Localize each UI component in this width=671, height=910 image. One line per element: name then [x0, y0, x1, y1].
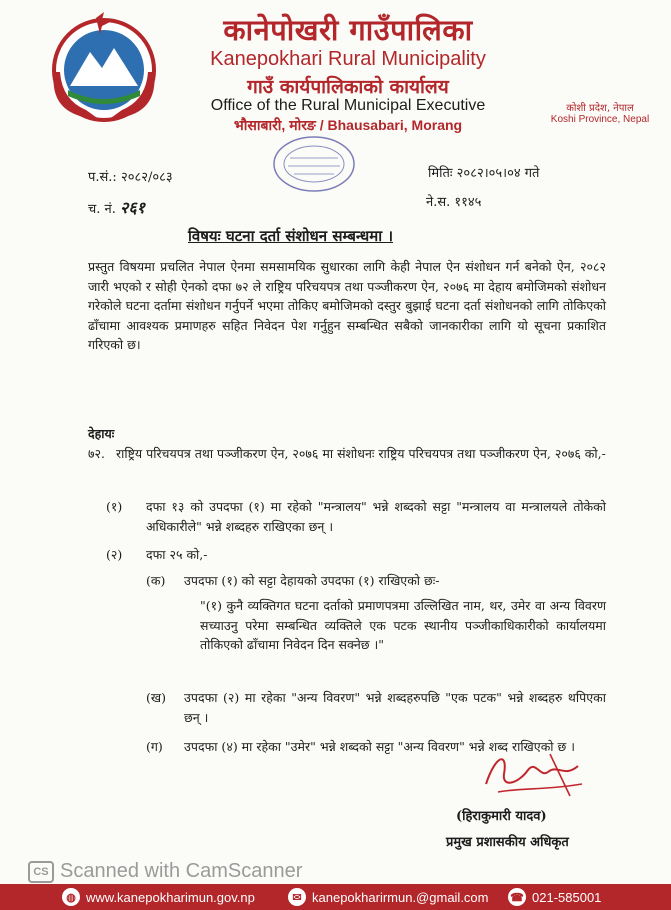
- sub-kha-text: उपदफा (२) मा रहेका "अन्य विवरण" भन्ने शब्दहरुपछि "एक पटक" भन्ने शब्दहरु थपिएका छन् ।: [184, 690, 606, 725]
- sub-ga-label: (ग): [146, 739, 163, 754]
- municipality-logo: [40, 12, 168, 124]
- item-2-text: दफा २५ को,-: [146, 547, 208, 562]
- province-en: Koshi Province, Nepal: [550, 114, 650, 125]
- footer-bar: [0, 884, 671, 910]
- sub-ka-label: (क): [146, 573, 166, 588]
- sub-kha-label: (ख): [146, 690, 166, 705]
- dehay-heading: देहायः: [88, 426, 115, 441]
- notice-body: प्रस्तुत विषयमा प्रचलित नेपाल ऐनमा समसामयिक सुधारका लागि केही नेपाल ऐन संशोधन गर्न बनेको ऐन, २०८२ जारी भएको र सोही ऐनको दफा ७२ ले राष्ट्रिय परिचयपत्र तथा पञ्जीकरण ऐन, २०७६ मा देहाय बमोजिमको संशोधन गरेकोले घटना दर्तामा संशोधन गर्नुपर्ने भएमा तोकिए बमोजिमको दस्तुर बुझाई घटना दर्ता संशोधनको लागि तोकिएको ढाँचामा आवश्यक प्रमाणहरु सहित निवेदन पेश गर्नुहुन सम्बन्धित सबैको जानकारीका लागि यो सूचना प्रकाशित गरिएको छ।: [88, 259, 606, 353]
- handwritten-signature: [478, 744, 588, 804]
- office-stamp: [270, 134, 358, 194]
- dispatch-label: च. नं.: [88, 202, 116, 217]
- item-2-label: (२): [106, 547, 123, 562]
- sub-ga-text: उपदफा (४) मा रहेका "उमेर" भन्ने शब्दको सट्टा "अन्य विवरण" भन्ने शब्द राखिएको छ ।: [184, 739, 575, 754]
- signatory-name: (हिराकुमारी यादव): [456, 809, 547, 824]
- globe-icon: ◍: [62, 888, 80, 906]
- signatory-title: प्रमुख प्रशासकीय अधिकृत: [446, 835, 569, 850]
- section-72-text: राष्ट्रिय परिचयपत्र तथा पञ्जीकरण ऐन, २०७६ मा संशोधनः राष्ट्रिय परिचयपत्र तथा पञ्जीकरण ऐन, २०७६ को,-: [116, 446, 606, 461]
- letter-date: मितिः २०८२।०५।०४ गते: [428, 166, 540, 181]
- nepal-sambat: ने.स. ११४५: [426, 195, 482, 210]
- camscanner-watermark: [28, 860, 302, 883]
- office-title-np: गाउँ कार्यपालिकाको कार्यालय: [247, 76, 449, 98]
- phone-icon: ☎: [508, 888, 526, 906]
- municipality-title-np: कानेपोखरी गाउँपालिका: [223, 13, 473, 47]
- camscanner-icon: CS: [28, 861, 54, 883]
- quoted-provision: "(१) कुनै व्यक्तिगत घटना दर्ताको प्रमाणपत्रमा उल्लिखित नाम, थर, उमेर वा अन्य विवरण सच्याउनु परेमा सम्बन्धित व्यक्तिले एक पटक स्थानीय पञ्जीकाधिकारीको कार्यालयमा तोकिएको ढाँचामा निवेदन दिन सक्नेछ ।": [200, 598, 606, 653]
- reference-ps: प.सं.: २०८२/०८३: [88, 170, 173, 185]
- office-title-en: Office of the Rural Municipal Executive: [210, 97, 486, 114]
- subject-line: विषयः घटना दर्ता संशोधन सम्बन्धमा ।: [188, 227, 394, 245]
- sub-ka-text: उपदफा (१) को सट्टा देहायको उपदफा (१) राखिएको छः-: [184, 573, 440, 588]
- province-np: कोशी प्रदेश, नेपाल: [566, 103, 634, 114]
- email-text: kanepokharirmun.@gmail.com: [312, 889, 489, 905]
- phone-text: 021-585001: [532, 889, 602, 905]
- website-text: www.kanepokharimun.gov.np: [86, 889, 255, 905]
- municipality-title-en: Kanepokhari Rural Municipality: [210, 48, 486, 70]
- footer-phone[interactable]: [508, 888, 601, 906]
- email-icon: ✉: [288, 888, 306, 906]
- item-1-label: (१): [106, 499, 123, 514]
- section-72-label: ७२.: [88, 446, 105, 461]
- camscanner-text: Scanned with CamScanner: [60, 860, 303, 882]
- item-1-text: दफा १३ को उपदफा (१) मा रहेको "मन्त्रालय" भन्ने शब्दको सट्टा "मन्त्रालय वा मन्त्रालयले तोकेको अधिकारीले" भन्ने शब्दहरु राखिएका छन् ।: [146, 499, 606, 534]
- office-location: भौसाबारी, मोरङ / Bhausabari, Morang: [233, 117, 463, 133]
- dispatch-number: [88, 196, 145, 218]
- footer-website[interactable]: [62, 888, 255, 906]
- footer-email[interactable]: [288, 888, 489, 906]
- dispatch-value: २६१: [120, 198, 145, 217]
